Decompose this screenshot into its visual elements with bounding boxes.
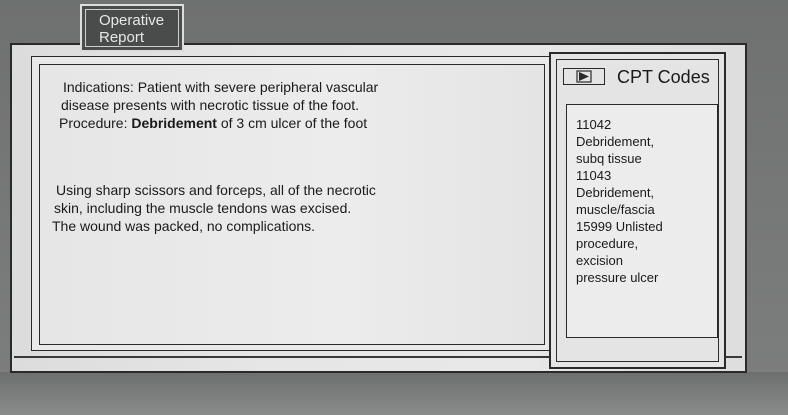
tab-label-line-2: Report — [99, 29, 145, 46]
cpt-code-line: 15999 Unlisted — [576, 219, 663, 234]
cpt-code-line: procedure, — [576, 236, 639, 251]
tab-label-box — [85, 9, 179, 47]
tab-label-line-1: Operative — [99, 12, 165, 29]
indications-line-1: Indications: Patient with severe peripheral vascular — [63, 79, 379, 95]
cpt-code-line: pressure ulcer — [576, 270, 659, 285]
indications-line-2: disease presents with necrotic tissue of the foot. — [61, 97, 360, 113]
procedure-name: Debridement — [131, 115, 217, 131]
play-triangle-icon — [563, 68, 605, 85]
cpt-codes-title: CPT Codes — [617, 67, 710, 87]
cpt-code-line: 11043 — [576, 168, 612, 183]
cpt-code-line: excision — [576, 253, 623, 268]
body-line-3: The wound was packed, no complications. — [52, 218, 316, 234]
procedure-label: Procedure: — [59, 115, 132, 131]
procedure-line — [59, 114, 367, 132]
cpt-code-line: muscle/fascia — [576, 202, 655, 217]
body-line-2: skin, including the muscle tendons was excised. — [54, 200, 352, 216]
cpt-code-line: 11042 — [576, 117, 612, 132]
cpt-code-line: Debridement, — [576, 185, 655, 200]
cpt-code-line: subq tissue — [576, 151, 642, 166]
cpt-code-line: Debridement, — [576, 134, 655, 149]
table-surface — [0, 372, 788, 415]
operative-report-tab — [80, 4, 184, 52]
procedure-detail: of 3 cm ulcer of the foot — [216, 115, 368, 131]
body-line-1: Using sharp scissors and forceps, all of the necrotic — [56, 182, 376, 198]
